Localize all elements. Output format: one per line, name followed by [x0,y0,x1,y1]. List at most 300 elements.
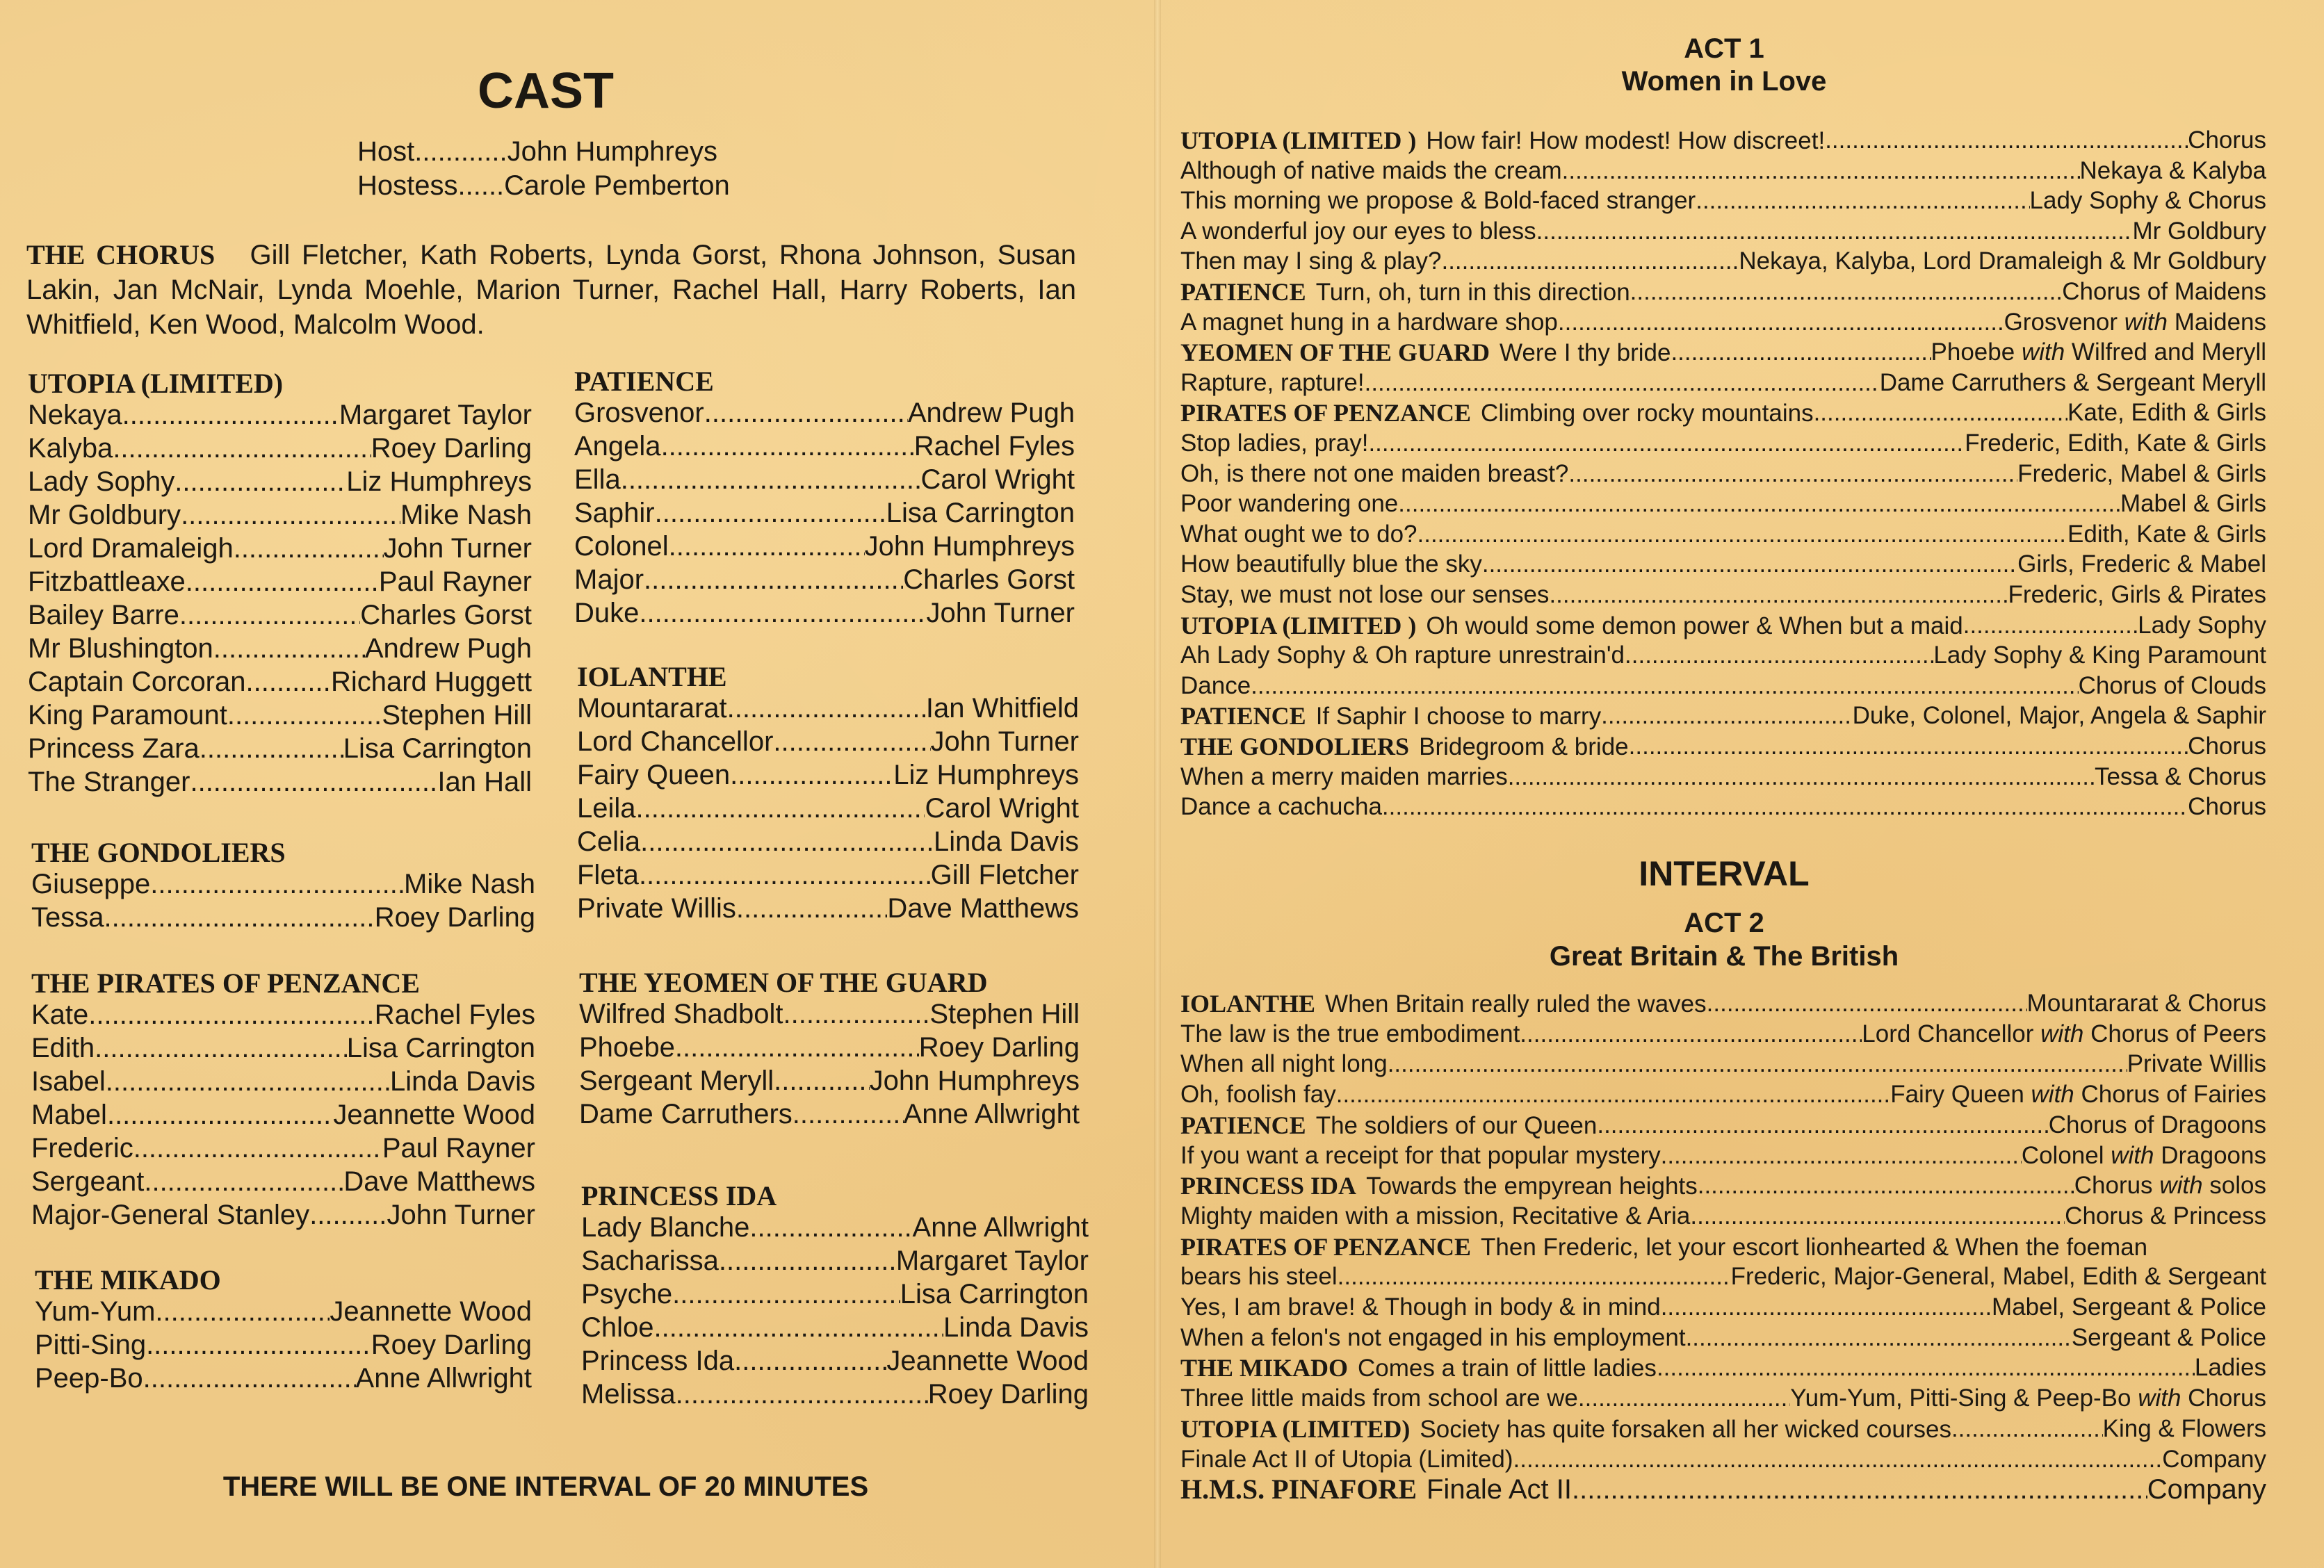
role-name: Yum-Yum [35,1296,156,1327]
programme-row [1180,186,2266,216]
cast-row [574,430,1075,463]
dot-leader [621,463,921,496]
programme-row [1180,701,2266,731]
actor-name: Jeannette Wood [333,1100,535,1130]
dot-leader [1698,1170,2074,1201]
programme-row [1180,459,2266,489]
dot-leader [1417,519,2068,550]
cast-row [28,565,532,598]
performers: Company [2162,1445,2266,1473]
show-title: PIRATES OF PENZANCE [1180,1232,1472,1261]
song-title: Although of native maids the cream [1180,156,1562,184]
dot-leader [1338,1261,1731,1292]
dot-leader [179,598,360,632]
dot-leader [143,1362,356,1395]
performers: Sergeant & Police [2071,1323,2266,1351]
role-name: Dame Carruthers [579,1099,793,1129]
dot-leader [1508,762,2095,792]
cast-row [35,1362,532,1395]
actor-name: Ian Whitfield [925,693,1079,724]
role-name: Nekaya [28,400,122,430]
song-title: Dance a cachucha [1180,793,1382,821]
dot-leader [1513,1444,2163,1475]
dot-leader [1368,428,1965,459]
row-left [1180,988,1707,1019]
programme-row [1180,1474,2266,1505]
row-left [1180,1232,2147,1262]
dot-leader [1963,610,2138,641]
cast-row [579,997,1080,1031]
cast-row [577,825,1079,858]
dot-leader [1661,1292,1992,1323]
cast-row [28,465,532,498]
performers: Yum-Yum, Pitti-Sing & Peep-Bo with Chorus [1790,1385,2266,1412]
performers: Chorus of Clouds [2078,671,2266,699]
performers: Mountararat & Chorus [2026,990,2266,1017]
dot-leader [669,530,865,563]
song-title: Comes a train of little ladies [1358,1355,1657,1382]
song-title: Towards the empyrean heights [1366,1173,1698,1200]
cast-row [31,1198,535,1232]
show-title: THE MIKADO [1180,1354,1349,1382]
dot-leader [227,699,382,732]
row-left [1180,1049,1388,1079]
role-name: Edith [31,1033,95,1063]
performers: Frederic, Girls & Pirates [2008,581,2266,608]
dot-leader [1578,1383,1790,1414]
row-left [1180,246,1441,277]
cast-row [28,498,532,532]
dot-leader [644,563,903,596]
cast-row [581,1311,1089,1344]
performers: King & Flowers [2102,1414,2266,1442]
chorus-names: Gill Fletcher, Kath Roberts, Lynda Gorst, Rhona Johnson, Susan Lakin, Jan McNair, Lynda Moehle, Marion Turner, Rachel Hall, Harry Roberts, Ian Whitfield, Ken Wood, Malcolm Wood. [26,240,1077,340]
row-left [1180,337,1671,368]
dot-leader [1382,792,2188,822]
dot-leader [1630,277,2063,307]
dot-leader [1951,1414,2103,1444]
role-name: Isabel [31,1066,106,1097]
performers: Frederic, Major-General, Mabel, Edith & Sergeant [1730,1263,2266,1291]
row-left [1180,1444,1513,1475]
dot-leader [719,1244,896,1277]
programme-row [1180,428,2266,459]
performers: Chorus [2188,733,2266,760]
song-title: Climbing over rocky mountains [1481,400,1814,427]
chorus-label: THE CHORUS [26,239,216,270]
song-title: How fair! How modest! How discreet! [1426,127,1826,154]
row-left [1180,1079,1336,1110]
cast-row [581,1244,1089,1277]
programme-row [1180,610,2266,641]
programme-row [1180,489,2266,519]
programme-row [1180,1049,2266,1079]
role-name: Lord Dramaleigh [28,533,234,564]
performers: Chorus & Princess [2065,1202,2266,1230]
programme-row [1180,216,2266,247]
song-title: The soldiers of our Queen [1315,1111,1598,1139]
role-name: Saphir [574,498,655,528]
actor-name: Liz Humphreys [346,466,532,497]
show-title: YEOMEN OF THE GUARD [1180,338,1490,367]
programme-row [1180,1019,2266,1050]
row-left [1180,1110,1597,1141]
cast-row [31,1132,535,1165]
dot-leader [1482,549,2017,580]
row-left [1180,398,1814,428]
actor-name: Paul Rayner [378,566,532,597]
cast-row [574,396,1075,430]
role-name: Lady Blanche [581,1212,750,1243]
cast-row [31,1165,535,1198]
actor-name: Margaret Taylor [895,1246,1089,1276]
dot-leader [1549,580,2008,610]
row-left [1180,489,1398,519]
song-title: A wonderful joy our eyes to bless [1180,217,1536,245]
dot-leader [639,858,931,892]
programme-row [1180,156,2266,186]
dot-leader [122,398,339,432]
dot-leader [95,1031,347,1065]
dot-leader [107,1098,333,1132]
dot-leader [1520,1019,1862,1050]
dot-leader [106,1065,390,1098]
role-name: Captain Corcoran [28,667,246,697]
section-title: THE MIKADO [35,1264,221,1296]
section-title: PATIENCE [574,366,714,397]
programme-row [1180,1201,2266,1232]
actor-name: Charles Gorst [360,600,532,630]
programme-row [1180,1383,2266,1414]
performers: Lord Chancellor with Chorus of Peers [1862,1020,2266,1047]
performers: Mabel & Girls [2120,490,2266,518]
performers: Lady Sophy & Chorus [2029,187,2266,215]
actor-name: John Humphreys [869,1065,1080,1096]
song-title: Stop ladies, pray! [1180,430,1369,457]
performers: Chorus [2188,126,2266,154]
dot-leader [676,1378,928,1411]
dot-leader [133,1132,382,1165]
song-title: Society has quite forsaken all her wicked courses [1420,1415,1951,1443]
programme-row [1180,731,2266,762]
row-left [1180,1353,1657,1383]
actor-name: Jeannette Wood [330,1296,532,1327]
dot-leader [1597,1110,2048,1141]
role-name: Colonel [574,531,669,562]
dot-leader [704,396,908,430]
role-name: Mountararat [577,693,727,724]
role-name: Mabel [31,1100,107,1130]
cast-row [577,892,1079,925]
cast-row [574,530,1075,563]
role-name: Giuseppe [31,869,151,899]
dot-leader [150,867,404,901]
host-line: Host............John Humphreys [357,136,717,167]
song-title: Oh, is there not one maiden breast? [1180,459,1569,487]
role-name: Bailey Barre [28,600,179,630]
performers: Colonel with Dragoons [2021,1141,2266,1169]
song-title: Rapture, rapture! [1180,368,1365,396]
show-title: PATIENCE [1180,278,1306,306]
actor-name: Lisa Carrington [346,1033,535,1063]
page-fold [1154,0,1161,1568]
role-name: Tessa [31,902,104,933]
song-title: Oh would some demon power & When but a maid [1426,612,1963,639]
role-name: Angela [574,431,661,462]
programme-row [1180,1444,2266,1475]
role-name: Fairy Queen [577,760,731,790]
dot-leader [1696,186,2029,216]
dot-leader [793,1097,904,1131]
song-title: Finale Act II [1427,1474,1572,1505]
performers: Fairy Queen with Chorus of Fairies [1890,1081,2266,1109]
performers: Phoebe with Wilfred and Meryll [1931,338,2266,366]
actor-name: Jeannette Wood [886,1346,1089,1376]
role-name: Princess Zara [28,733,200,764]
section-title: THE PIRATES OF PENZANCE [31,967,420,999]
actor-name: Rachel Fyles [374,999,535,1030]
cast-row [581,1378,1089,1411]
programme-row [1180,792,2266,822]
role-name: Frederic [31,1133,133,1163]
act1-label: ACT 1 [1684,33,1764,64]
cast-row [28,632,532,665]
performers: Girls, Frederic & Mabel [2017,550,2266,578]
dot-leader [190,765,437,799]
actor-name: Dave Matthews [887,893,1079,924]
dot-leader [174,465,346,498]
song-title: Yes, I am brave! & Though in body & in mind [1180,1293,1661,1321]
song-title: If you want a receipt for that popular mystery [1180,1141,1661,1169]
show-title: THE GONDOLIERS [1180,733,1410,760]
role-name: Princess Ida [581,1346,735,1376]
actor-name: John Turner [930,726,1079,757]
dot-leader [1568,459,2017,489]
actor-name: Linda Davis [389,1066,535,1097]
role-name: The Stranger [28,767,190,797]
programme-row [1180,1170,2266,1201]
programme-row [1180,307,2266,338]
show-title: PATIENCE [1180,702,1306,730]
dot-leader [113,432,371,465]
show-title: PRINCESS IDA [1180,1172,1357,1200]
row-left [1180,731,1629,762]
dot-leader [1657,1353,2195,1383]
role-name: King Paramount [28,700,227,730]
actor-name: Mike Nash [404,869,535,899]
role-name: Sergeant [31,1166,145,1197]
actor-name: Paul Rayner [382,1133,535,1163]
dot-leader [736,892,887,925]
show-title: UTOPIA (LIMITED ) [1180,611,1417,639]
actor-name: Andrew Pugh [907,398,1075,428]
cast-row [581,1344,1089,1378]
song-title: Finale Act II of Utopia (Limited) [1180,1445,1513,1473]
row-left [1180,1170,1698,1201]
role-name: Major-General Stanley [31,1200,310,1230]
song-title: What ought we to do? [1180,520,1417,548]
dot-leader [655,496,886,530]
cast-row [28,432,532,465]
role-name: Mr Goldbury [28,500,181,530]
actor-name: Dave Matthews [343,1166,535,1197]
act2-title: Great Britain & The British [1549,941,1899,972]
dot-leader [636,792,925,825]
role-name: Melissa [581,1379,676,1410]
row-left [1180,549,1482,580]
cast-row [28,732,532,765]
actor-name: Lisa Carrington [343,733,532,764]
dot-leader [783,997,929,1031]
programme-row [1180,549,2266,580]
role-name: Major [574,564,644,595]
programme-row [1180,337,2266,368]
dot-leader [1398,489,2120,519]
row-left [1180,125,1825,156]
row-left [1180,1141,1661,1171]
show-title: IOLANTHE [1180,990,1316,1018]
performers: Tessa & Chorus [2094,762,2266,790]
performers: Company [2147,1474,2266,1505]
cast-row [31,1065,535,1098]
interval-note: THERE WILL BE ONE INTERVAL OF 20 MINUTES [222,1471,869,1502]
row-left [1180,792,1382,822]
act1-title: Women in Love [1621,66,1827,97]
section-title: PRINCESS IDA [581,1180,777,1211]
song-title: Ah Lady Sophy & Oh rapture unrestrain'd [1180,642,1625,669]
dot-leader [749,1211,912,1244]
row-left [1180,640,1625,671]
cast-row [35,1295,532,1328]
dot-leader [1388,1049,2127,1079]
dot-leader [1629,731,2188,762]
dot-leader [640,825,934,858]
chorus-paragraph [26,238,1076,342]
actor-name: Carol Wright [925,793,1079,824]
performers: Lady Sophy & King Paramount [1933,642,2266,669]
actor-name: Lisa Carrington [886,498,1075,528]
role-name: Kate [31,999,89,1030]
actor-name: Liz Humphreys [893,760,1079,790]
cast-row [579,1064,1080,1097]
actor-name: John Humphreys [864,531,1075,562]
row-left [1180,1474,1572,1505]
performers: Kate, Edith & Girls [2067,399,2266,427]
programme-row [1180,1141,2266,1171]
actor-name: Roey Darling [374,902,535,933]
role-name: Celia [577,826,641,857]
actor-name: Anne Allwright [903,1099,1080,1129]
dot-leader [1690,1201,2065,1232]
role-name: Fitzbattleaxe [28,566,186,597]
song-title: Then may I sing & play? [1180,247,1442,275]
programme-row [1180,1292,2266,1323]
actor-name: Gill Fletcher [930,860,1079,890]
cast-row [35,1328,532,1362]
role-name: Phoebe [579,1032,675,1063]
dot-leader [1558,307,2004,338]
role-name: Mr Blushington [28,633,213,664]
programme-row [1180,762,2266,792]
dot-leader [144,1165,343,1198]
dot-leader [1336,1079,1890,1110]
performers: Nekaya, Kalyba, Lord Dramaleigh & Mr Goldbury [1739,247,2266,275]
performers: Frederic, Edith, Kate & Girls [1965,430,2266,457]
cast-row [31,998,535,1031]
cast-row [28,765,532,799]
row-left [1180,1383,1578,1414]
role-name: Chloe [581,1312,654,1343]
show-title: PIRATES OF PENZANCE [1180,399,1472,427]
dot-leader [186,565,379,598]
performers: Ladies [2194,1354,2266,1382]
actor-name: Roey Darling [927,1379,1089,1410]
show-title: UTOPIA (LIMITED ) [1180,126,1417,154]
role-name: Sacharissa [581,1246,719,1276]
programme-row [1180,1261,2266,1292]
dot-leader [675,1031,919,1064]
dot-leader [1625,640,1933,671]
performers: Mr Goldbury [2132,217,2266,245]
dot-leader [309,1198,387,1232]
actor-name: Linda Davis [943,1312,1089,1343]
row-left [1180,216,1536,247]
dot-leader [155,1295,330,1328]
cast-row [577,858,1079,892]
actor-name: Stephen Hill [382,700,532,730]
dot-leader [1814,398,2067,428]
hostess-line: Hostess......Carole Pemberton [357,170,730,201]
dot-leader [654,1311,943,1344]
row-left [1180,701,1601,731]
actor-name: Lisa Carrington [900,1279,1089,1309]
role-name: Wilfred Shadbolt [579,999,783,1029]
actor-name: Anne Allwright [355,1363,532,1394]
interval-heading: INTERVAL [1639,854,1810,893]
row-left [1180,519,1417,550]
song-title: Were I thy bride [1500,339,1671,367]
performers: Duke, Colonel, Major, Angela & Saphir [1852,702,2266,730]
row-left [1180,610,1963,641]
dot-leader [1365,368,1880,398]
programme-row [1180,277,2266,307]
dot-leader [1671,337,1931,368]
section-title: UTOPIA (LIMITED) [28,368,284,399]
role-name: Psyche [581,1279,673,1309]
role-name: Pitti-Sing [35,1330,147,1360]
cast-row [31,1031,535,1065]
song-title: Dance [1180,671,1251,699]
song-title: When a merry maiden marries [1180,762,1508,790]
actor-name: Anne Allwright [912,1212,1089,1243]
row-left [1180,459,1568,489]
dot-leader [1686,1323,2072,1353]
programme-row [1180,1353,2266,1383]
actor-name: Roey Darling [371,1330,532,1360]
dot-leader [181,498,400,532]
role-name: Leila [577,793,636,824]
song-title: When Britain really ruled the waves [1325,990,1707,1018]
row-left [1180,1323,1686,1353]
song-title: When all night long [1180,1050,1388,1078]
section-title: THE YEOMEN OF THE GUARD [579,967,988,998]
dot-leader [1441,246,1739,277]
cast-row [581,1211,1089,1244]
actor-name: John Turner [926,598,1075,628]
song-title: Bridegroom & bride [1419,733,1629,760]
row-left [1180,1201,1690,1232]
cast-row [28,598,532,632]
